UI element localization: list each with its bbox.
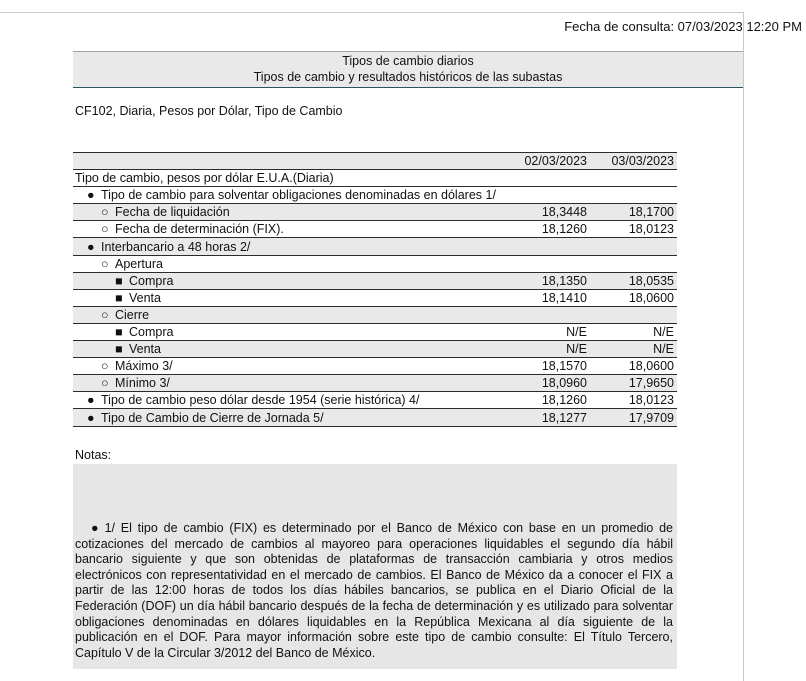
table-row bbox=[73, 375, 677, 392]
row-value-1: N/E bbox=[503, 323, 590, 340]
table-row bbox=[73, 170, 677, 187]
table-row bbox=[73, 392, 677, 409]
notes-label: Notas: bbox=[75, 448, 112, 462]
filled-bullet-icon: ● bbox=[87, 393, 95, 408]
row-value-2: N/E bbox=[590, 341, 677, 358]
row-value-2 bbox=[590, 306, 677, 323]
filled-bullet-icon: ● bbox=[87, 410, 95, 425]
row-value-1 bbox=[503, 255, 590, 272]
row-label: ● Tipo de Cambio de Cierre de Jornada 5/ bbox=[73, 409, 503, 426]
row-value-1: 18,1260 bbox=[503, 392, 590, 409]
row-value-2: 18,0600 bbox=[590, 358, 677, 375]
exchange-rate-table bbox=[73, 152, 677, 427]
row-value-1: 18,1350 bbox=[503, 272, 590, 289]
consult-date: Fecha de consulta: 07/03/2023 12:20 PM bbox=[564, 19, 802, 34]
row-value-1: 18,0960 bbox=[503, 375, 590, 392]
table-row bbox=[73, 238, 677, 255]
table-row bbox=[73, 272, 677, 289]
row-value-1: 18,1260 bbox=[503, 221, 590, 238]
table-header-row bbox=[73, 153, 677, 170]
hollow-bullet-icon: ○ bbox=[101, 222, 109, 237]
column-header-date-1: 02/03/2023 bbox=[503, 153, 590, 170]
square-bullet-icon: ■ bbox=[115, 290, 123, 305]
row-label: ○ Fecha de determinación (FIX). bbox=[73, 221, 503, 238]
row-label: ○ Fecha de liquidación bbox=[73, 204, 503, 221]
row-value-2: 18,0123 bbox=[590, 392, 677, 409]
row-value-1: 18,1570 bbox=[503, 358, 590, 375]
row-label: ● Tipo de cambio peso dólar desde 1954 (serie histórica) 4/ bbox=[73, 392, 503, 409]
square-bullet-icon: ■ bbox=[115, 273, 123, 288]
row-value-2: 17,9709 bbox=[590, 409, 677, 426]
table-row bbox=[73, 306, 677, 323]
row-value-1: 18,1410 bbox=[503, 289, 590, 306]
table-row bbox=[73, 409, 677, 426]
table-row bbox=[73, 323, 677, 340]
filled-bullet-icon: ● bbox=[87, 188, 95, 203]
table-row bbox=[73, 221, 677, 238]
row-label: ■ Compra bbox=[73, 323, 503, 340]
row-value-2: 18,0123 bbox=[590, 221, 677, 238]
row-value-1: 18,3448 bbox=[503, 204, 590, 221]
table-row bbox=[73, 358, 677, 375]
row-label: Tipo de cambio, pesos por dólar E.U.A.(Diaria) bbox=[73, 170, 503, 187]
row-label: ○ Apertura bbox=[73, 255, 503, 272]
table-row bbox=[73, 187, 677, 204]
row-label: ● Interbancario a 48 horas 2/ bbox=[73, 238, 503, 255]
row-value-2: 18,0600 bbox=[590, 289, 677, 306]
row-label: ■ Venta bbox=[73, 289, 503, 306]
square-bullet-icon: ■ bbox=[115, 325, 123, 340]
hollow-bullet-icon: ○ bbox=[101, 205, 109, 220]
page-title: Tipos de cambio diarios bbox=[342, 54, 474, 68]
table-row bbox=[73, 289, 677, 306]
row-label: ■ Compra bbox=[73, 272, 503, 289]
row-value-2: 17,9650 bbox=[590, 375, 677, 392]
column-header-date-2: 03/03/2023 bbox=[590, 153, 677, 170]
table-row bbox=[73, 341, 677, 358]
note-1-text: 1/ El tipo de cambio (FIX) es determinado por el Banco de México con base en un promedio de cotizaciones del mercado de cambios al mayoreo para operaciones liquidables el segundo día hábil bancario siguiente y que son obtenidas de plataformas de transacción cambiaria y otros medios electrónicos con representatividad en el mercado de cambios. El Banco de México da a conocer el FIX a partir de las 12:00 horas de todos los días hábiles bancarios, se publica en el Diario Oficial de la Federación (DOF) un día hábil bancario después de la fecha de determinación y es utilizado para solventar obligaciones denominadas en dólares liquidables en la República Mexicana al día siguiente de la publicación en el DOF. Para mayor información sobre este tipo de cambio consulte: El Título Tercero, Capítulo V de la Circular 3/2012 del Banco de México. bbox=[75, 521, 673, 660]
row-label: ● Tipo de cambio para solventar obligaciones denominadas en dólares 1/ bbox=[73, 187, 503, 204]
row-value-2: N/E bbox=[590, 323, 677, 340]
row-value-1 bbox=[503, 170, 590, 187]
title-block bbox=[73, 51, 743, 88]
hollow-bullet-icon: ○ bbox=[101, 359, 109, 374]
filled-bullet-icon: ● bbox=[87, 239, 95, 254]
row-value-2: 18,0535 bbox=[590, 272, 677, 289]
page-subtitle: Tipos de cambio y resultados históricos de las subastas bbox=[253, 70, 563, 84]
row-value-2: 18,1700 bbox=[590, 204, 677, 221]
row-label: ○ Mínimo 3/ bbox=[73, 375, 503, 392]
row-label: ■ Venta bbox=[73, 341, 503, 358]
row-label: ○ Cierre bbox=[73, 306, 503, 323]
note-1 bbox=[75, 521, 673, 661]
table-row bbox=[73, 204, 677, 221]
row-value-2 bbox=[590, 255, 677, 272]
header-empty-cell bbox=[73, 153, 503, 170]
row-value-1: N/E bbox=[503, 341, 590, 358]
row-value-2 bbox=[590, 187, 677, 204]
filled-bullet-icon: ● bbox=[91, 521, 99, 535]
row-label: ○ Máximo 3/ bbox=[73, 358, 503, 375]
row-value-1 bbox=[503, 306, 590, 323]
square-bullet-icon: ■ bbox=[115, 342, 123, 357]
row-value-1: 18,1277 bbox=[503, 409, 590, 426]
row-value-1 bbox=[503, 187, 590, 204]
series-label: CF102, Diaria, Pesos por Dólar, Tipo de Cambio bbox=[75, 104, 343, 118]
table-row bbox=[73, 255, 677, 272]
hollow-bullet-icon: ○ bbox=[101, 256, 109, 271]
hollow-bullet-icon: ○ bbox=[101, 376, 109, 391]
row-value-1 bbox=[503, 238, 590, 255]
row-value-2 bbox=[590, 170, 677, 187]
hollow-bullet-icon: ○ bbox=[101, 307, 109, 322]
row-value-2 bbox=[590, 238, 677, 255]
